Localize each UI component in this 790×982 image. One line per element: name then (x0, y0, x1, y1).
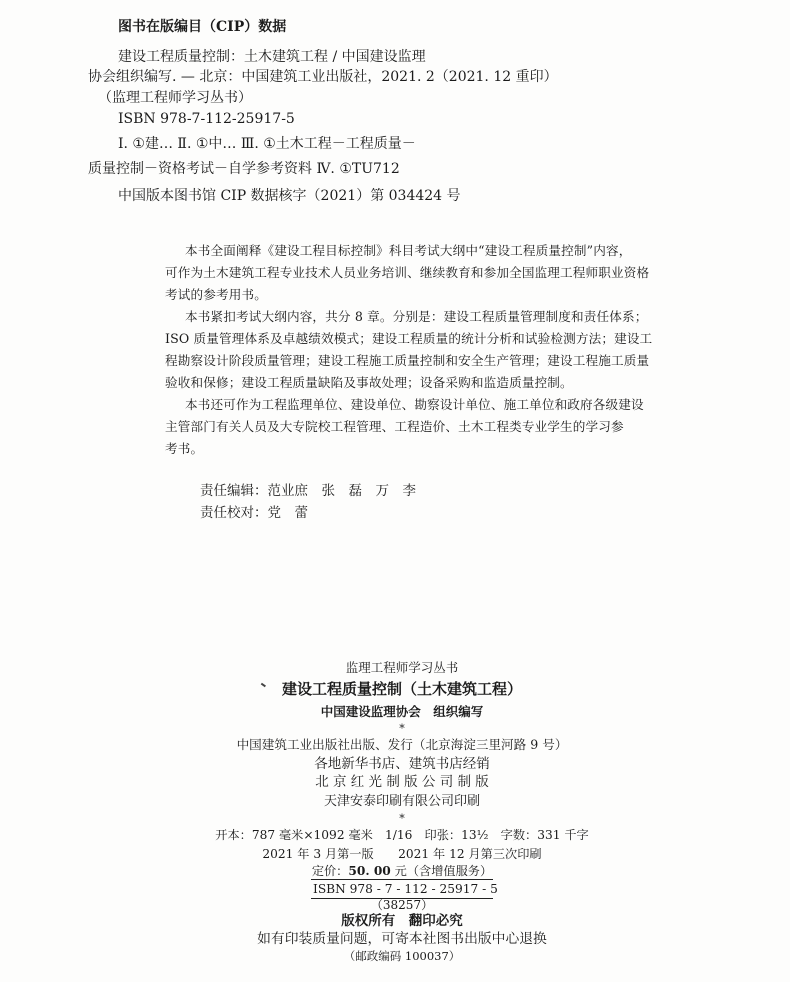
format-line: 开本：787 毫米×1092 毫米 1/16 印张：13½ 字数：331 千字 (215, 828, 589, 842)
price-suffix: 元（含增值服务） (390, 864, 493, 878)
separator-star: * (399, 722, 405, 735)
book-author: 中国建设监理协会 组织编写 (320, 704, 484, 719)
edition-line: 2021 年 3 月第一版 2021 年 12 月第三次印刷 (262, 847, 542, 861)
cip-line: 协会组织编写. — 北京：中国建筑工业出版社，2021. 2（2021. 12 重印） (88, 69, 558, 85)
series-name: 监理工程师学习丛书 (345, 660, 459, 675)
cip-line: （监理工程师学习丛书） (98, 90, 252, 106)
publisher-line: 中国建筑工业出版社出版、发行（北京海淀三里河路 9 号） (236, 737, 568, 752)
responsible-editor: 责任编辑：范业庶 张 磊 万 李 (200, 483, 416, 499)
price-value: 50. 00 (348, 864, 391, 878)
description-line: 可作为土木建筑工程专业技术人员业务培训、继续教育和参加全国监理工程师职业资格 (165, 265, 650, 280)
plate-maker-line: 北 京 红 光 制 版 公 司 制 版 (315, 774, 489, 790)
cip-line: Ⅰ. ①建… Ⅱ. ①中… Ⅲ. ①土木工程－工程质量－ (118, 136, 416, 152)
distributor-line: 各地新华书店、建筑书店经销 (314, 756, 490, 772)
isbn-number: ISBN 978 - 7 - 112 - 25917 - 5 (311, 879, 493, 899)
copyright-notice: 版权所有 翻印必究 (341, 913, 463, 929)
description-line: 程勘察设计阶段质量管理；建设工程施工质量控制和安全生产管理；建设工程施工质量 (165, 353, 650, 368)
isbn-line (24, 879, 780, 899)
separator-star: * (399, 812, 405, 825)
description-line: 考书。 (165, 441, 204, 456)
description-line: 主管部门有关人员及大专院校工程管理、工程造价、土木工程类专业学生的学习参 (165, 419, 624, 434)
price-line (24, 865, 780, 877)
cip-line: 质量控制－资格考试－自学参考资料 Ⅳ. ①TU712 (88, 161, 400, 177)
cip-heading: 图书在版编目（CIP）数据 (118, 19, 287, 35)
description-line: 本书全面阐释《建设工程目标控制》科目考试大纲中“建设工程质量控制”内容， (185, 243, 632, 258)
printer-line: 天津安泰印刷有限公司印刷 (323, 794, 480, 809)
cip-isbn: ISBN 978-7-112-25917-5 (118, 111, 295, 127)
description-line: 考试的参考用书。 (165, 287, 267, 302)
price-label: 定价： (311, 864, 349, 878)
description-line: ISO 质量管理体系及卓越绩效模式；建设工程质量的统计分析和试验检测方法；建设工 (165, 331, 653, 346)
return-note: 如有印装质量问题，可寄本社图书出版中心退换 (257, 931, 547, 947)
description-line: 本书还可作为工程监理单位、建设单位、勘察设计单位、施工单位和政府各级建设 (185, 397, 644, 412)
book-title: 建设工程质量控制（土木建筑工程） (281, 680, 522, 698)
postcode-line: （邮政编码 100037） (343, 949, 461, 963)
responsible-proofreader: 责任校对：党 蕾 (200, 505, 308, 521)
book-code: （38257） (370, 898, 434, 912)
description-line: 本书紧扣考试大纲内容，共分 8 章。分别是：建设工程质量管理制度和责任体系； (185, 309, 648, 324)
cip-line: 建设工程质量控制：土木建筑工程 / 中国建设监理 (118, 49, 426, 65)
description-line: 验收和保修；建设工程质量缺陷及事故处理；设备采购和监造质量控制。 (165, 375, 573, 390)
cip-record-number: 中国版本图书馆 CIP 数据核字（2021）第 034424 号 (118, 188, 461, 204)
